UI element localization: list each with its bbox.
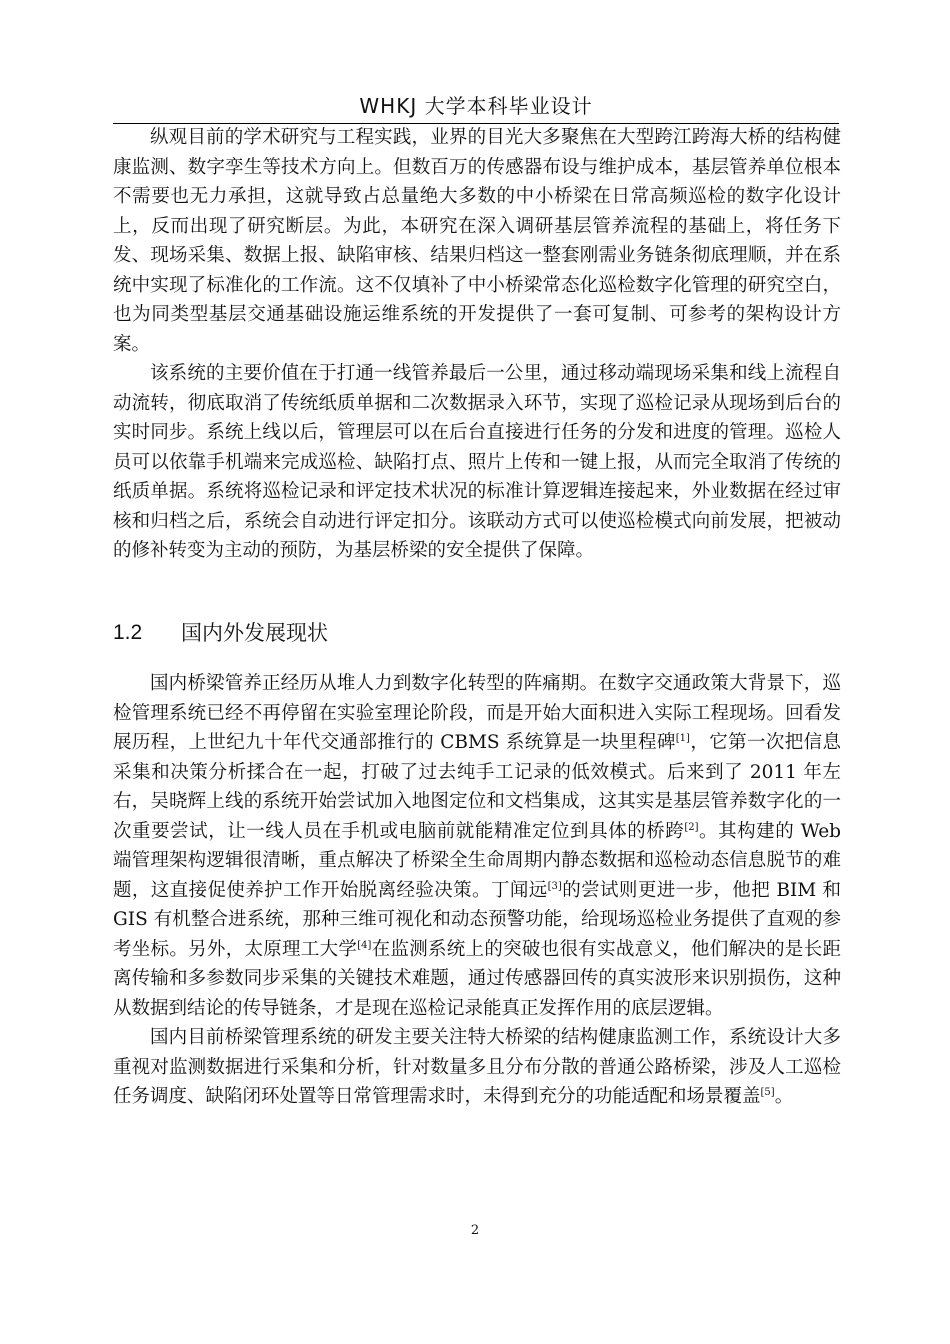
text-run: 在监测系统上的突破也很有实战意义，他们解决的是长距离传输和多参数同步采集的关键技术难题，通过传感器回传的真实波形来识别损伤，这种从数据到结论的传导链条，才是现在巡检记录能真正发挥作用的底层逻辑。 xyxy=(113,938,841,1019)
text-run: 国内目前桥梁管理系统的研发主要关注特大桥梁的结构健康监测工作，系统设计大多重视对监测数据进行采集和分析，针对数量多且分布分散的普通公路桥梁，涉及人工巡检任务调度、缺陷闭环处置等日常管理需求时，未得到充分的功能适配和场景覆盖 xyxy=(113,1027,841,1107)
citation-ref: [3] xyxy=(547,880,562,892)
paragraph-system-value: 该系统的主要价值在于打通一线管养最后一公里，通过移动端现场采集和线上流程自动流转，彻底取消了传统纸质单据和二次数据录入环节，实现了巡检记录从现场到后台的实时同步。系统上线以后，管理层可以在后台直接进行任务的分发和进度的管理。巡检人员可以依靠手机端来完成巡检、缺陷打点、照片上传和一键上报，从而完全取消了传统的纸质单据。系统将巡检记录和评定技术状况的标准计算逻辑连接起来，外业数据在经过审核和归档之后，系统会自动进行评定扣分。该联动方式可以使巡检模式向前发展，把被动的修补转变为主动的预防，为基层桥梁的安全提供了保障。 xyxy=(113,363,841,561)
citation-ref: [1] xyxy=(675,732,690,744)
citation-ref: [5] xyxy=(760,1086,775,1098)
text-run: ，它第一次把信息采集和决策分析揉合在一起，打破了过去纯手工记录的低效模式。后来到了 2011 年左右，吴晓辉上线的系统开始尝试加入地图定位和文档集成，这其实是基层管养数字化的一次重要尝试，让一线人员在手机或电脑前就能精准定位到具体的桥跨 xyxy=(113,732,841,842)
text-run: 。 xyxy=(774,1086,794,1107)
section-heading xyxy=(113,618,328,648)
text-run: 国内桥梁管养正经历从堆人力到数字化转型的阵痛期。在数字交通政策大背景下，巡检管理系统已经不再停留在实验室理论阶段，而是开始大面积进入实际工程现场。回看发展历程，上世纪九十年代交通部推行的 CBMS 系统算是一块里程碑 xyxy=(113,673,841,753)
body-block-top xyxy=(113,123,841,566)
running-header: WHKJ 大学本科毕业设计 xyxy=(359,94,593,118)
text-run: 的尝试则更进一步，他把 BIM 和 GIS 有机整合进系统，那种三维可视化和动态预警功能，给现场巡检业务提供了直观的参考坐标。另外，太原理工大学 xyxy=(113,879,841,960)
paragraph-domestic-focus xyxy=(113,1023,841,1112)
paragraph-research-gap: 纵观目前的学术研究与工程实践，业界的目光大多聚焦在大型跨江跨海大桥的结构健康监测、数字孪生等技术方向上。但数百万的传感器布设与维护成本，基层管养单位根本不需要也无力承担，这就导致占总量绝大多数的中小桥梁在日常高频巡检的数字化设计上，反而出现了研究断层。为此，本研究在深入调研基层管养流程的基础上，将任务下发、现场采集、数据上报、缺陷审核、结果归档这一整套刚需业务链条彻底理顺，并在系统中实现了标准化的工作流。这不仅填补了中小桥梁常态化巡检数字化管理的研究空白，也为同类型基层交通基础设施运维系统的开发提供了一套可复制、可参考的架构设计方案。 xyxy=(113,127,841,355)
section-number: 1.2 xyxy=(113,621,143,644)
body-block-bottom xyxy=(113,669,841,1112)
citation-ref: [2] xyxy=(684,821,699,833)
citation-ref: [4] xyxy=(357,939,372,951)
section-title: 国内外发展现状 xyxy=(181,621,328,645)
paragraph-domestic-history xyxy=(113,669,841,1023)
page-number: 2 xyxy=(470,1223,480,1238)
text-run: 。其构建的 Web 端管理架构逻辑很清晰，重点解决了桥梁全生命周期内静态数据和巡检动态信息脱节的难题，这直接促使养护工作开始脱离经验决策。丁闻远 xyxy=(113,820,841,901)
